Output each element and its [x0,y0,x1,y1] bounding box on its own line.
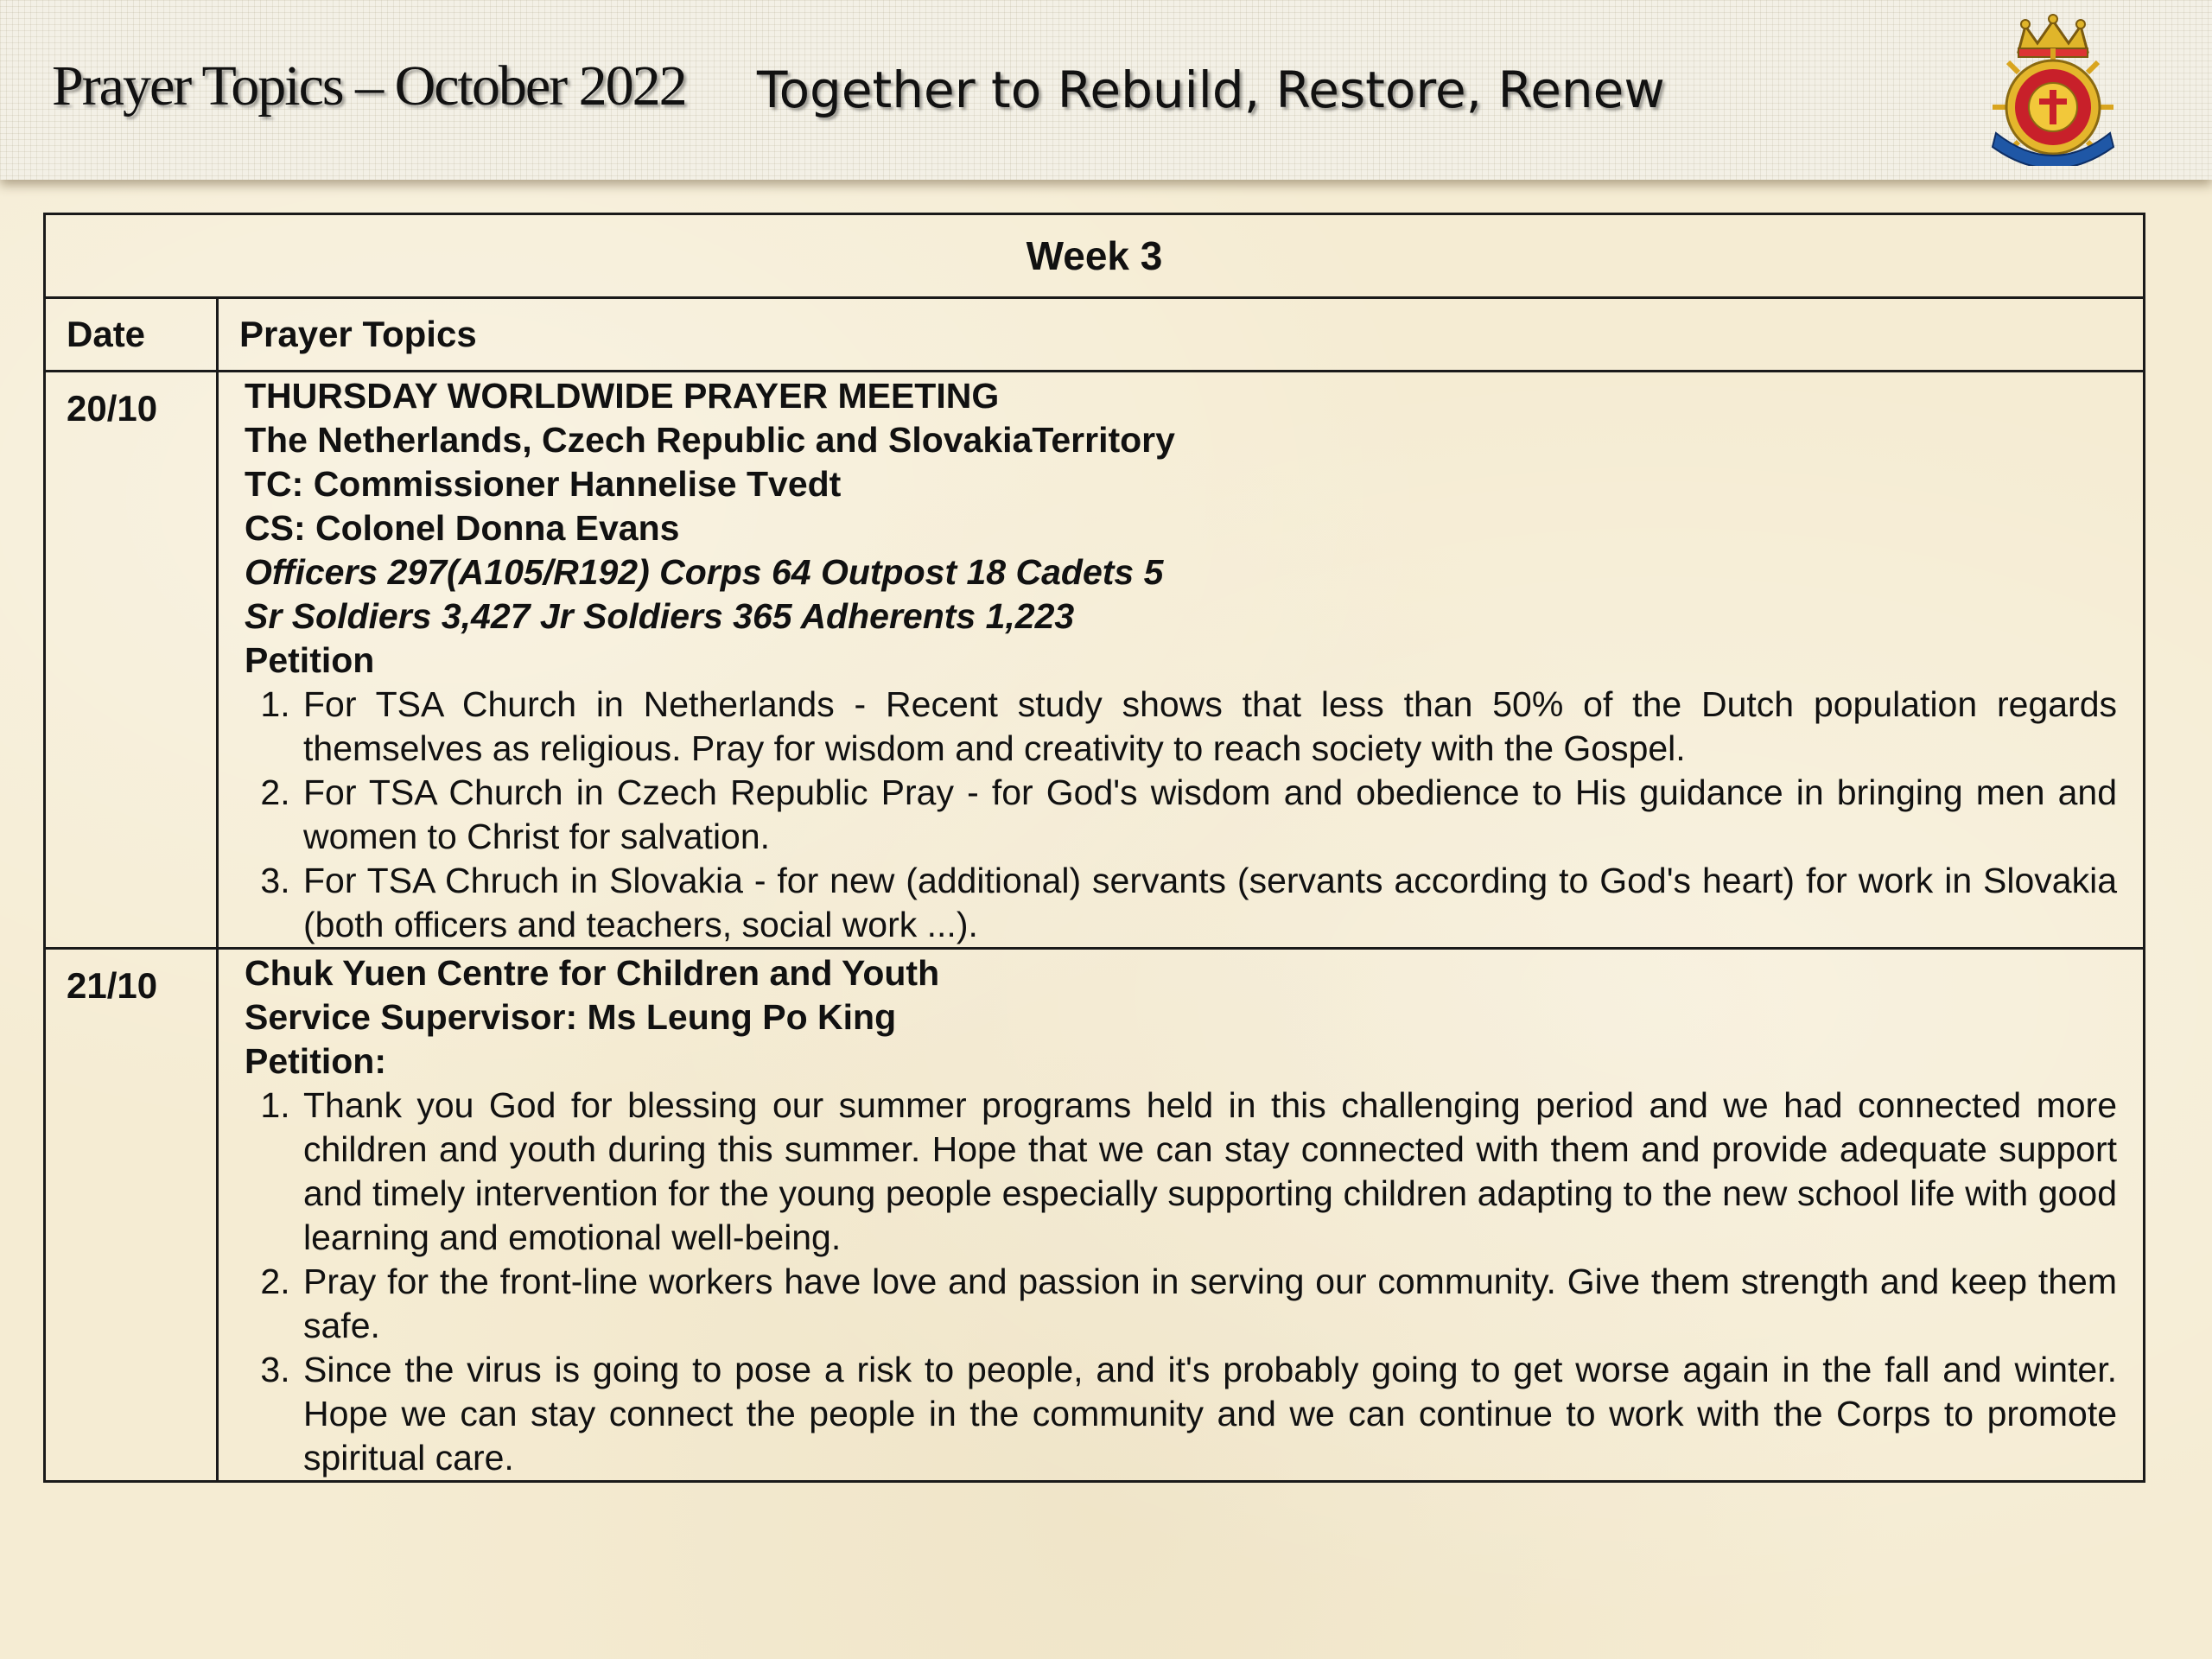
topic-supervisor-line: Service Supervisor: Ms Leung Po King [245,997,897,1037]
column-header-date: Date [45,298,218,372]
topic-heading-line: Chuk Yuen Centre for Children and Youth [245,953,940,993]
slide-subtitle: Together to Rebuild, Restore, Renew [757,60,1665,119]
prayer-topics-table [43,213,2145,1483]
row-topics [218,949,2145,1482]
topic-cs-line: CS: Colonel Donna Evans [245,508,680,548]
slide-header [0,0,2212,180]
column-header-topics: Prayer Topics [218,298,2145,372]
table-row [45,372,2145,949]
list-item: 3. Since the virus is going to pose a risk to people, and it's probably going to get worse again in the fall and winter. Hope we can stay connect the people in the community and we can continue to work with the Corps to promote spiritual care. [300,1348,2117,1480]
topic-territory-line: The Netherlands, Czech Republic and SlovakiaTerritory [245,420,1175,460]
row-date: 21/10 [45,949,218,1482]
list-item: 3. For TSA Chruch in Slovakia - for new (additional) servants (servants according to God's heart) for work in Slovakia (both officers and teachers, social work ...). [300,859,2117,947]
topic-stats-line: Officers 297(A105/R192) Corps 64 Outpost 18 Cadets 5 [245,552,1164,592]
row-topics [218,372,2145,949]
week-heading: Week 3 [45,214,2145,298]
row-date: 20/10 [45,372,218,949]
topic-tc-line: TC: Commissioner Hannelise Tvedt [245,464,842,504]
list-item: 1. Thank you God for blessing our summer programs held in this challenging period and we had connected more children and youth during this summer. Hope that we can stay connected with them and provide adequate support and timely intervention for the young people especially supporting children adapting to the new school life with good learning and emotional well-being. [300,1084,2117,1260]
petition-list [245,1084,2117,1480]
list-item: 2. Pray for the front-line workers have love and passion in serving our community. Give them strength and keep them safe. [300,1260,2117,1348]
slide-title: Prayer Topics – October 2022 [52,54,686,118]
petition-list [245,683,2117,947]
table-row [45,949,2145,1482]
topic-stats-line: Sr Soldiers 3,427 Jr Soldiers 365 Adherents 1,223 [245,596,1075,636]
list-item: 1. For TSA Church in Netherlands - Recent study shows that less than 50% of the Dutch population regards themselves as religious. Pray for wisdom and creativity to reach society with the Gospel. [300,683,2117,771]
list-item: 2. For TSA Church in Czech Republic Pray - for God's wisdom and obedience to His guidance in bringing men and women to Christ for salvation. [300,771,2117,859]
petition-label: Petition: [245,1041,386,1081]
topic-heading-line: THURSDAY WORLDWIDE PRAYER MEETING [245,376,1000,416]
petition-label: Petition [245,640,375,680]
salvation-army-crest-icon [1984,14,2122,166]
